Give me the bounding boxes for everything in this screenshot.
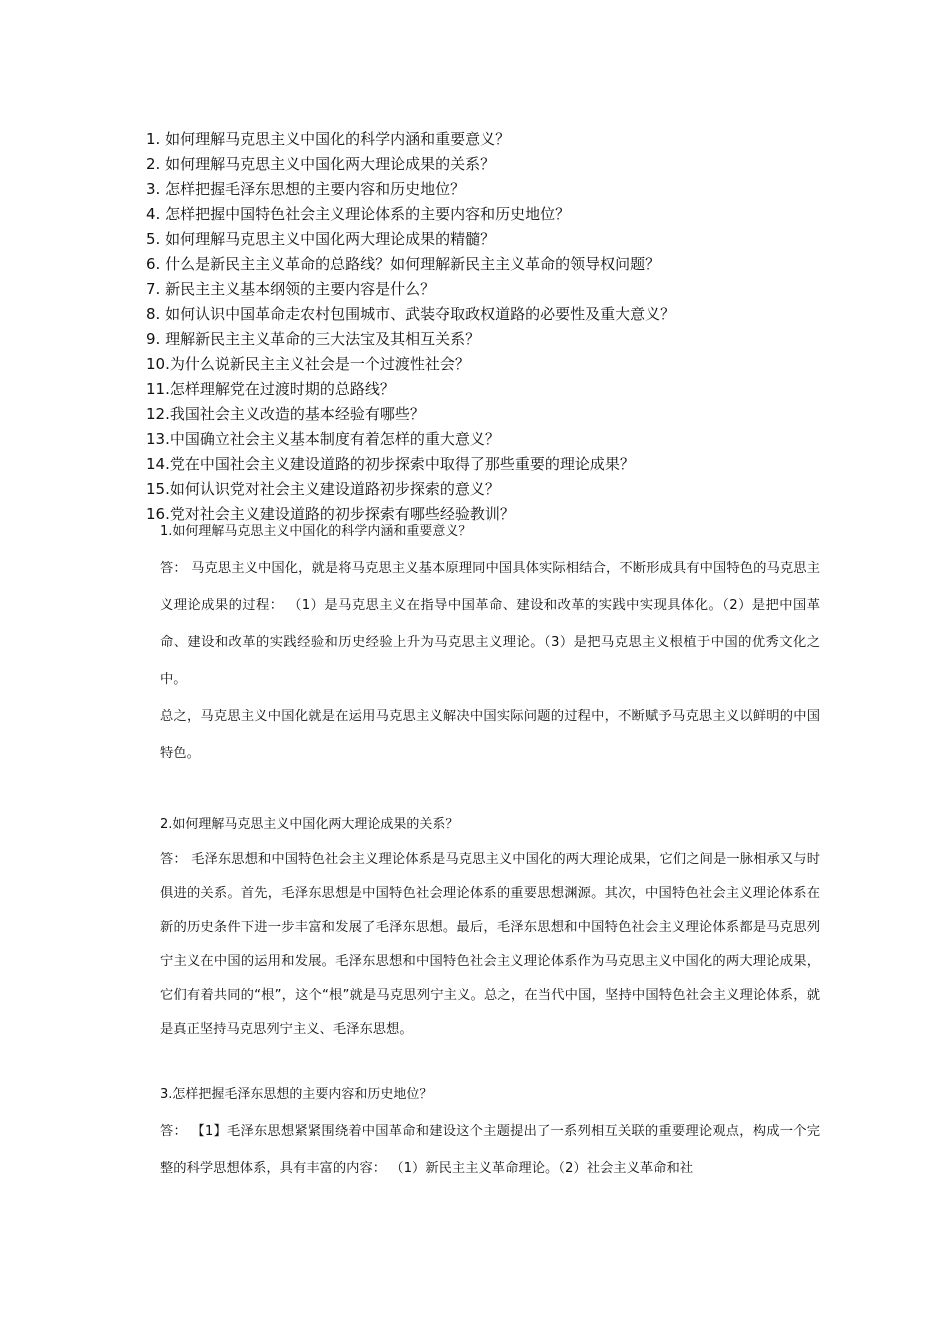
question-list-item: 10.为什么说新民主主义社会是一个过渡性社会？: [146, 355, 470, 373]
question-list-item: 11.怎样理解党在过渡时期的总路线？: [146, 380, 395, 398]
question-list-item: 13.中国确立社会主义基本制度有着怎样的重大意义？: [146, 430, 500, 448]
question-list-item: 6. 什么是新民主主义革命的总路线？如何理解新民主主义革命的领导权问题？: [146, 255, 661, 273]
answer-block-1: [160, 522, 820, 772]
question-list-item: 4. 怎样把握中国特色社会主义理论体系的主要内容和历史地位？: [146, 205, 571, 223]
answer-paragraph: 答： 马克思主义中国化，就是将马克思主义基本原理同中国具体实际相结合，不断形成具有中国特色的马克思主义理论成果的过程： （1）是马克思主义在指导中国革命、建设和改革的实践中实现具体化。（2）是把中国革命、建设和改革的实践经验和历史经验上升为马克思主义理论。（3）是把马克思主义根植于中国的优秀文化之中。: [160, 561, 820, 687]
question-list-item: 15.如何认识党对社会主义建设道路初步探索的意义？: [146, 480, 500, 498]
answer-paragraph: 总之，马克思主义中国化就是在运用马克思主义解决中国实际问题的过程中，不断赋予马克思主义以鲜明的中国特色。: [160, 709, 820, 761]
answers-section: [160, 522, 820, 1187]
question-list-item: 9. 理解新民主主义革命的三大法宝及其相互关系？: [146, 330, 481, 348]
question-list-item: 16.党对社会主义建设道路的初步探索有哪些经验教训？: [146, 505, 515, 523]
question-list-item: 2. 如何理解马克思主义中国化两大理论成果的关系？: [146, 155, 496, 173]
answer-question-title: 3.怎样把握毛泽东思想的主要内容和历史地位？: [160, 1087, 433, 1102]
question-list-item: 12.我国社会主义改造的基本经验有哪些？: [146, 405, 425, 423]
question-list: [146, 127, 846, 527]
answer-question-title: 1.如何理解马克思主义中国化的科学内涵和重要意义？: [160, 524, 472, 539]
answer-paragraph: 答： 【1】毛泽东思想紧紧围绕着中国革命和建设这个主题提出了一系列相互关联的重要理论观点，构成一个完整的科学思想体系，具有丰富的内容： （1）新民主主义革命理论。（2）社会主义革命和社: [160, 1124, 820, 1176]
question-list-item: 3. 怎样把握毛泽东思想的主要内容和历史地位？: [146, 180, 466, 198]
question-list-item: 8. 如何认识中国革命走农村包围城市、武装夺取政权道路的必要性及重大意义？: [146, 305, 676, 323]
answer-question-title: 2.如何理解马克思主义中国化两大理论成果的关系？: [160, 817, 459, 832]
question-list-item: 1. 如何理解马克思主义中国化的科学内涵和重要意义？: [146, 130, 511, 148]
answer-block-2: [160, 815, 820, 1047]
answer-block-3: [160, 1085, 820, 1187]
question-list-item: 7. 新民主主义基本纲领的主要内容是什么？: [146, 280, 436, 298]
question-list-item: 14.党在中国社会主义建设道路的初步探索中取得了那些重要的理论成果？: [146, 455, 635, 473]
question-list-item: 5. 如何理解马克思主义中国化两大理论成果的精髓？: [146, 230, 496, 248]
answer-paragraph: 答： 毛泽东思想和中国特色社会主义理论体系是马克思主义中国化的两大理论成果，它们之间是一脉相承又与时俱进的关系。首先，毛泽东思想是中国特色社会理论体系的重要思想渊源。其次，中国特色社会主义理论体系在新的历史条件下进一步丰富和发展了毛泽东思想。最后，毛泽东思想和中国特色社会主义理论体系都是马克思列宁主义在中国的运用和发展。毛泽东思想和中国特色社会主义理论体系作为马克思主义中国化的两大理论成果，它们有着共同的“根”，这个“根”就是马克思列宁主义。总之，在当代中国，坚持中国特色社会主义理论体系，就是真正坚持马克思列宁主义、毛泽东思想。: [160, 852, 820, 1037]
